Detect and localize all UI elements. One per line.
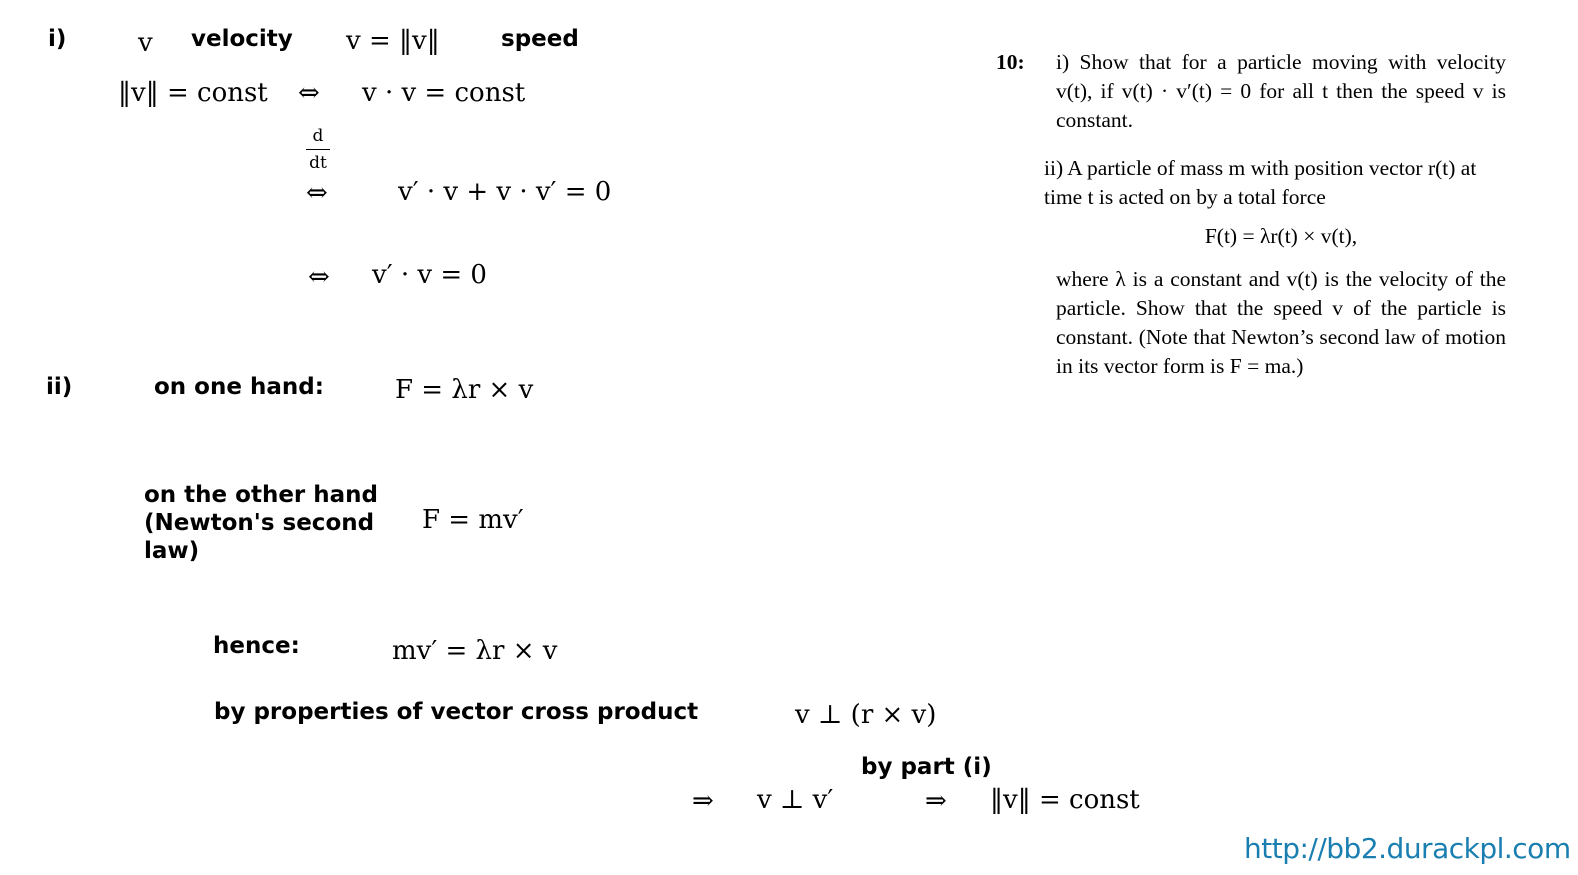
speed-definition: v = ‖v‖ <box>346 26 440 56</box>
problem-statement <box>996 48 1506 381</box>
lorentz-force-eq: F = λr × v <box>395 375 534 405</box>
problem-number: 10: <box>996 50 1025 74</box>
part-i-label: i) <box>48 26 67 52</box>
watermark-url[interactable]: http://bb2.durackpl.com <box>1244 832 1571 865</box>
iff-arrow-1: ⇔ <box>298 78 320 108</box>
newton-force-eq: F = mv′ <box>422 505 524 535</box>
derivative-operator <box>306 126 330 173</box>
other-hand-label: on the other hand (Newton's second law) <box>144 482 379 564</box>
product-rule-eq: v′ · v + v · v′ = 0 <box>398 177 612 207</box>
implies-arrow-1: ⇒ <box>692 786 714 816</box>
part-ii-label: ii) <box>46 374 73 400</box>
cross-product-note: by properties of vector cross product <box>214 699 699 725</box>
problem-part-ii-intro: ii) A particle of mass m with position vector r(t) at time t is acted on by a total force <box>1044 156 1477 209</box>
final-conclusion-eq: ‖v‖ = const <box>990 785 1140 815</box>
iff-arrow-3: ⇔ <box>308 262 330 292</box>
implies-arrow-2: ⇒ <box>925 786 947 816</box>
constant-speed-eq: ‖v‖ = const <box>118 78 268 108</box>
combined-eq: mv′ = λr × v <box>392 636 558 666</box>
hence-label: hence: <box>213 633 300 659</box>
velocity-symbol: v <box>138 28 153 58</box>
iff-arrow-2: ⇔ <box>306 178 328 208</box>
orthogonality-eq: v′ · v = 0 <box>372 260 487 290</box>
dot-product-const-eq: v · v = const <box>362 78 526 108</box>
problem-force-equation: F(t) = λr(t) × v(t), <box>1204 224 1358 248</box>
problem-part-i: i) Show that for a particle moving with velocity v(t), if v(t) · v′(t) = 0 for all t then the speed v is constant. <box>1056 50 1506 132</box>
one-hand-label: on one hand: <box>154 374 324 400</box>
velocity-word: velocity <box>191 26 293 52</box>
derivative-denominator: dt <box>309 153 327 173</box>
fraction-bar <box>306 149 330 150</box>
derivative-numerator: d <box>312 126 324 146</box>
by-part-i-note: by part (i) <box>861 754 992 780</box>
problem-part-ii-text: where λ is a constant and v(t) is the velocity of the particle. Show that the speed v of the particle is constant. (Note that Newton’s second law of motion in its vector form is F = ma.) <box>1056 267 1506 378</box>
perpendicular-eq: v ⊥ (r × v) <box>795 700 937 730</box>
v-perp-vprime-eq: v ⊥ v′ <box>757 785 834 815</box>
speed-word: speed <box>501 26 579 52</box>
